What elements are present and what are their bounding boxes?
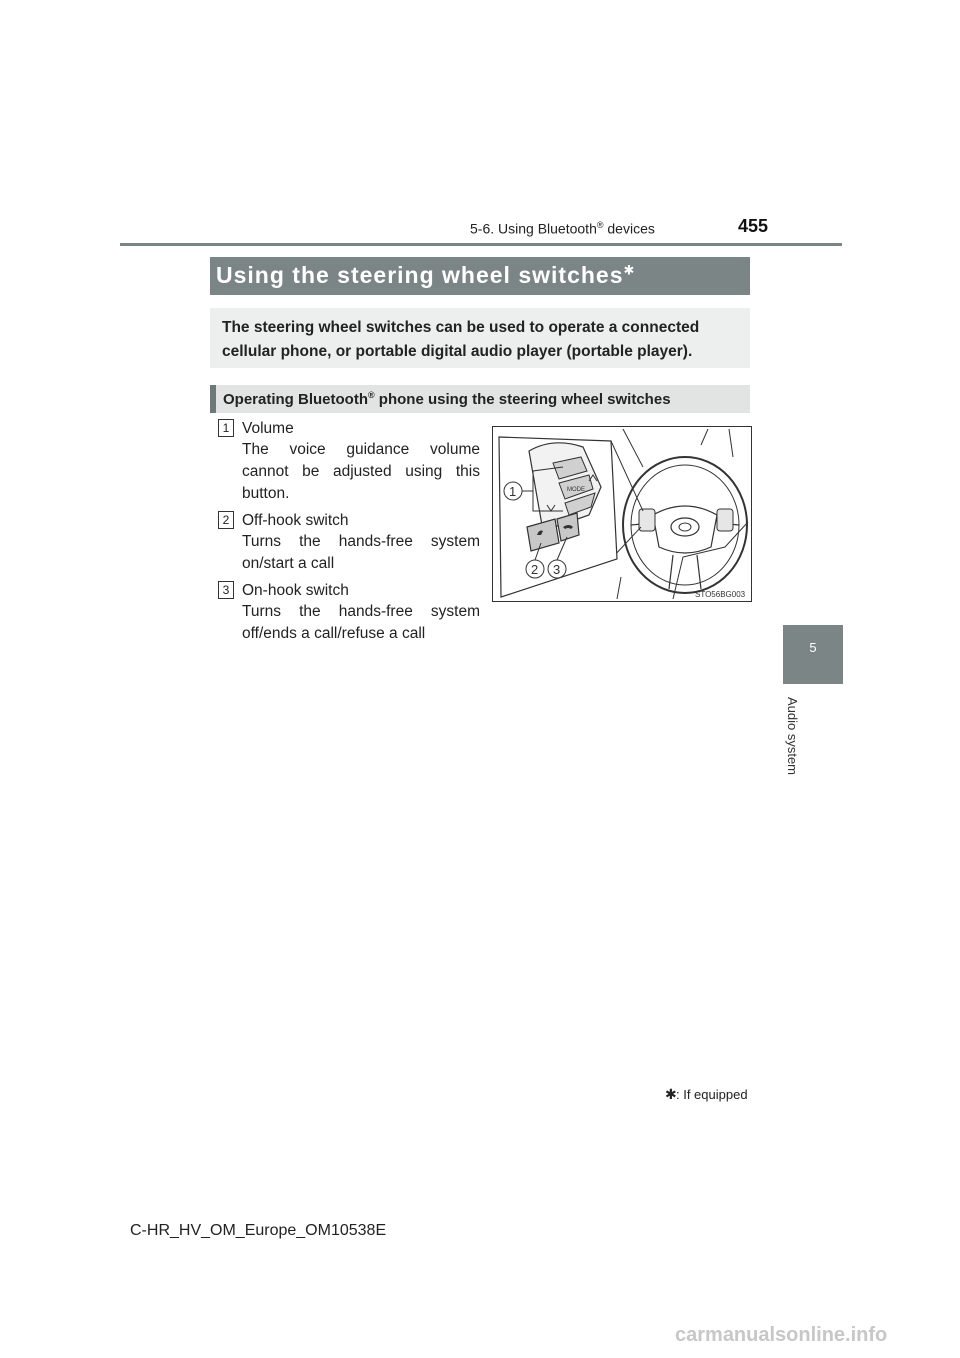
page-number: 455 [738,216,769,236]
watermark-link[interactable]: carmanualsonline.info [675,1324,888,1346]
chapter-number: 5 [809,640,817,655]
subheader-registered-mark: ® [368,390,375,400]
section-prefix: 5-6. Using Bluetooth [470,220,597,237]
mode-switch-label: MODE [567,487,585,493]
registered-mark: ® [596,220,604,230]
intro-text: The steering wheel switches can be used to operate a connected cellular phone, or portable digital audio player (portable player). [222,319,700,360]
steering-wheel-drawing [493,427,751,601]
item-number-badge: 2 [218,511,234,529]
item-number-badge: 1 [218,419,234,437]
subheader-suffix: phone using the steering wheel switches [374,391,671,408]
subheader-accent [210,385,216,413]
callout-3: 3 [553,562,561,577]
footnote-mark: ✱ [665,1086,677,1102]
subheader-title [223,390,671,408]
item-title-volume: Volume [242,420,294,437]
item-desc-off-hook: Turns the hands-free system on/start a call [242,533,480,572]
steering-switch-illustration [492,426,752,602]
section-suffix: devices [603,220,655,237]
document-id: C-HR_HV_OM_Europe_OM10538E [130,1222,387,1239]
page-title-text: Using the steering wheel switches [216,262,624,288]
item-number-badge: 3 [218,581,234,599]
figure-code: STO56BG003 [695,590,746,599]
callout-2: 2 [531,562,539,577]
item-title-off-hook: Off-hook switch [242,512,349,529]
item-desc-on-hook: Turns the hands-free system off/ends a call/refuse a call [242,603,480,642]
chapter-label: Audio system [785,696,800,776]
footnote-text: : If equipped [676,1087,748,1102]
header-rule [120,243,842,246]
equipped-mark: ✱ [623,262,636,278]
item-desc-volume: The voice guidance volume cannot be adjusted using this button. [242,441,480,502]
subheader-prefix: Operating Bluetooth [223,391,368,408]
callout-1: 1 [509,484,517,499]
page-title [216,262,635,289]
section-header [470,220,690,237]
item-title-on-hook: On-hook switch [242,582,349,599]
